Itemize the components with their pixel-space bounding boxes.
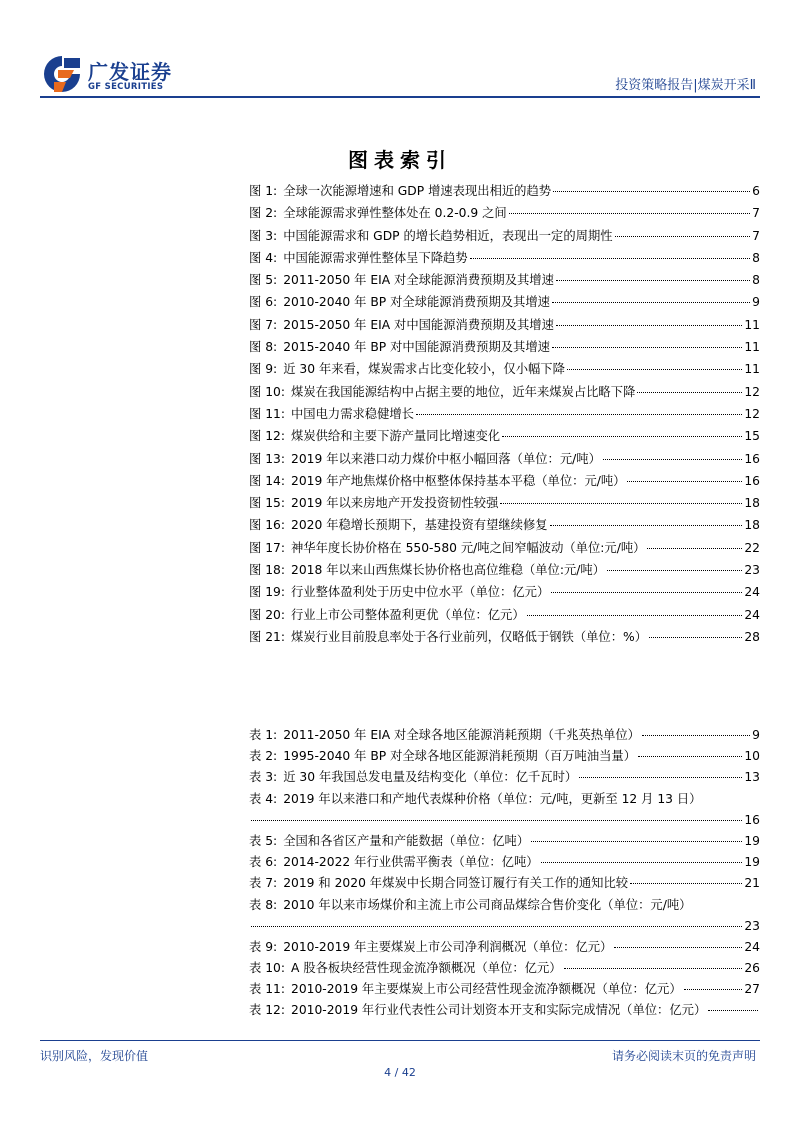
figure-index-entry[interactable] xyxy=(249,581,760,603)
table-index-entry[interactable] xyxy=(249,958,760,979)
dot-leader xyxy=(603,459,742,460)
dot-leader xyxy=(708,1010,758,1011)
dot-leader xyxy=(556,325,742,326)
entry-number: 表 10: xyxy=(249,961,285,976)
entry-title: 全球一次能源增速和 GDP 增速表现出相近的趋势 xyxy=(283,184,552,198)
entry-title: 2010-2019 年主要煤炭上市公司经营性现金流净额概况（单位：亿元） xyxy=(291,982,682,997)
entry-title: 近 30 年我国总发电量及结构变化（单位：亿千瓦时） xyxy=(283,770,578,785)
entry-title: 2010 年以来市场煤价和主流上市公司商品煤综合售价变化（单位：元/吨） xyxy=(283,897,692,912)
dot-leader xyxy=(579,777,742,778)
entry-title: 神华年度长协价格在 550-580 元/吨之间窄幅波动（单位:元/吨） xyxy=(291,540,646,555)
dot-leader xyxy=(615,236,751,237)
figure-index-entry[interactable] xyxy=(249,247,760,269)
table-index-entry[interactable] xyxy=(249,831,760,852)
entry-page-number: 18 xyxy=(744,518,760,533)
entry-title: 2010-2019 年主要煤炭上市公司净利润概况（单位：亿元） xyxy=(283,939,613,954)
entry-page-number: 24 xyxy=(744,607,760,622)
entry-page-number: 15 xyxy=(744,429,760,444)
entry-number: 图 9: xyxy=(249,362,278,377)
entry-page-number: 18 xyxy=(744,496,760,511)
entry-number: 图 3: xyxy=(249,228,278,243)
entry-number: 表 1: xyxy=(249,728,278,742)
logo-chinese-name: 广发证券 xyxy=(88,60,172,84)
entry-number: 图 11: xyxy=(249,406,285,421)
entry-number: 图 19: xyxy=(249,585,285,600)
entry-title: 全球能源需求弹性整体处在 0.2-0.9 之间 xyxy=(283,206,507,221)
page-header xyxy=(0,0,800,100)
figure-index-entry[interactable] xyxy=(249,425,760,447)
entry-number: 图 21: xyxy=(249,629,285,644)
entry-number: 表 5: xyxy=(249,833,278,848)
entry-number: 图 10: xyxy=(249,384,285,399)
entry-title: 2019 年以来港口和产地代表煤种价格（单位：元/吨，更新至 12 月 13 日） xyxy=(283,791,702,806)
entry-page-number: 10 xyxy=(744,749,760,764)
dot-leader xyxy=(607,570,742,571)
entry-title: 2019 和 2020 年煤炭中长期合同签订履行有关工作的通知比较 xyxy=(283,876,629,891)
entry-number: 图 18: xyxy=(249,563,285,578)
page-title: 图表索引 xyxy=(348,148,452,172)
dot-leader xyxy=(527,615,743,616)
report-type-label: 投资策略报告|煤炭开采Ⅱ xyxy=(615,78,756,93)
figure-index-entry[interactable] xyxy=(249,403,760,425)
figure-index-entry[interactable] xyxy=(249,202,760,224)
dot-leader xyxy=(551,592,742,593)
figure-index-list xyxy=(249,180,760,648)
footer-disclaimer-notice: 请务必阅读末页的免责声明 xyxy=(611,1049,756,1063)
entry-page-number: 12 xyxy=(744,384,760,399)
table-index-entry[interactable] xyxy=(249,789,760,831)
entry-title: A 股各板块经营性现金流净额概况（单位：亿元） xyxy=(291,961,562,976)
table-index-list xyxy=(249,725,760,1022)
entry-number: 图 16: xyxy=(249,518,285,533)
figure-index-entry[interactable] xyxy=(249,314,760,336)
entry-title: 2015-2040 年 BP 对中国能源消费预期及其增速 xyxy=(283,340,550,355)
table-index-entry[interactable] xyxy=(249,767,760,788)
dot-leader xyxy=(567,369,742,370)
figure-index-entry[interactable] xyxy=(249,626,760,648)
entry-number: 表 2: xyxy=(249,749,278,764)
entry-page-number: 16 xyxy=(744,451,760,466)
entry-number: 表 7: xyxy=(249,876,278,891)
entry-title: 2014-2022 年行业供需平衡表（单位：亿吨） xyxy=(283,855,539,870)
entry-page-number: 8 xyxy=(752,250,760,265)
entry-title: 2011-2050 年 EIA 对全球能源消费预期及其增速 xyxy=(283,273,554,288)
entry-page-number: 13 xyxy=(744,770,760,785)
dot-leader xyxy=(552,302,750,303)
dot-leader xyxy=(251,926,742,927)
entry-title: 2018 年以来山西焦煤长协价格也高位维稳（单位:元/吨） xyxy=(291,563,606,578)
entry-number: 图 2: xyxy=(249,206,278,221)
dot-leader xyxy=(500,503,742,504)
figure-index-entry[interactable] xyxy=(249,604,760,626)
figure-index-entry[interactable] xyxy=(249,291,760,313)
entry-page-number: 19 xyxy=(744,855,760,870)
dot-leader xyxy=(627,481,742,482)
dot-leader xyxy=(614,947,742,948)
figure-index-entry[interactable] xyxy=(249,448,760,470)
entry-number: 图 7: xyxy=(249,317,278,332)
entry-title: 煤炭在我国能源结构中占据主要的地位，近年来煤炭占比略下降 xyxy=(291,384,636,399)
entry-number: 图 14: xyxy=(249,473,285,488)
entry-page-number: 24 xyxy=(744,585,760,600)
entry-title: 2015-2050 年 EIA 对中国能源消费预期及其增速 xyxy=(283,317,554,332)
entry-title: 中国能源需求和 GDP 的增长趋势相近，表现出一定的周期性 xyxy=(283,228,613,243)
entry-title: 2010-2040 年 BP 对全球能源消费预期及其增速 xyxy=(283,295,550,310)
entry-title: 煤炭行业目前股息率处于各行业前列，仅略低于钢铁（单位：%） xyxy=(291,629,647,644)
footer-divider xyxy=(40,1040,760,1041)
entry-title: 中国电力需求稳健增长 xyxy=(291,406,414,421)
dot-leader xyxy=(509,213,750,214)
entry-page-number: 22 xyxy=(744,540,760,555)
figure-index-entry[interactable] xyxy=(249,492,760,514)
dot-leader xyxy=(416,414,742,415)
table-index-entry[interactable] xyxy=(249,1000,760,1021)
entry-page-number: 11 xyxy=(744,317,760,332)
figure-index-entry[interactable] xyxy=(249,225,760,247)
dot-leader xyxy=(251,820,742,821)
figure-index-entry[interactable] xyxy=(249,381,760,403)
dot-leader xyxy=(684,989,743,990)
figure-index-entry[interactable] xyxy=(249,180,760,202)
entry-title: 2010-2019 年行业代表性公司计划资本开支和实际完成情况（单位：亿元） xyxy=(291,1003,707,1018)
entry-number: 表 3: xyxy=(249,770,278,785)
entry-number: 图 20: xyxy=(249,607,285,622)
entry-page-number: 9 xyxy=(752,295,760,310)
entry-number: 图 5: xyxy=(249,273,278,288)
entry-number: 表 11: xyxy=(249,982,285,997)
entry-page-number: 11 xyxy=(744,362,760,377)
entry-page-number: 9 xyxy=(752,728,760,742)
entry-page-number: 24 xyxy=(744,939,760,954)
entry-number: 图 15: xyxy=(249,496,285,511)
entry-number: 表 9: xyxy=(249,939,278,954)
entry-title: 2020 年稳增长预期下，基建投资有望继续修复 xyxy=(291,518,548,533)
figure-index-entry[interactable] xyxy=(249,358,760,380)
dot-leader xyxy=(642,735,750,736)
page-number: 4 / 42 xyxy=(384,1066,416,1079)
footer-slogan: 识别风险，发现价值 xyxy=(40,1049,149,1063)
figure-index-entry[interactable] xyxy=(249,514,760,536)
entry-title: 2019 年以来房地产开发投资韧性较强 xyxy=(291,496,499,511)
dot-leader xyxy=(470,258,751,259)
table-index-entry[interactable] xyxy=(249,873,760,894)
table-index-entry[interactable] xyxy=(249,725,760,746)
dot-leader xyxy=(531,841,742,842)
entry-page-number: 27 xyxy=(744,982,760,997)
entry-page-number: 21 xyxy=(744,876,760,891)
entry-title: 煤炭供给和主要下游产量同比增速变化 xyxy=(291,429,501,444)
dot-leader xyxy=(502,436,742,437)
entry-page-number: 28 xyxy=(744,629,760,644)
dot-leader xyxy=(564,968,743,969)
entry-title: 2019 年以来港口动力煤价中枢小幅回落（单位：元/吨） xyxy=(291,451,601,466)
dot-leader xyxy=(649,637,742,638)
figure-index-entry[interactable] xyxy=(249,470,760,492)
entry-title: 2019 年产地焦煤价格中枢整体保持基本平稳（单位：元/吨） xyxy=(291,473,626,488)
entry-title: 1995-2040 年 BP 对全球各地区能源消耗预期（百万吨油当量） xyxy=(283,749,637,764)
entry-page-number: 6 xyxy=(752,184,760,198)
entry-page-number: 11 xyxy=(744,340,760,355)
table-index-entry[interactable] xyxy=(249,852,760,873)
table-index-entry[interactable] xyxy=(249,979,760,1000)
entry-title: 2011-2050 年 EIA 对全球各地区能源消耗预期（千兆英热单位） xyxy=(283,728,640,742)
entry-number: 图 4: xyxy=(249,250,278,265)
entry-number: 图 17: xyxy=(249,540,285,555)
table-index-entry[interactable] xyxy=(249,746,760,767)
dot-leader xyxy=(541,862,743,863)
table-index-entry[interactable] xyxy=(249,937,760,958)
gf-logo-icon xyxy=(40,52,84,96)
header-divider xyxy=(40,96,760,98)
entry-title: 全国和各省区产量和产能数据（单位：亿吨） xyxy=(283,833,530,848)
dot-leader xyxy=(637,392,742,393)
entry-number: 图 6: xyxy=(249,295,278,310)
entry-page-number: 8 xyxy=(752,273,760,288)
figure-index-entry[interactable] xyxy=(249,559,760,581)
entry-title: 行业整体盈利处于历史中位水平（单位：亿元） xyxy=(291,585,550,600)
entry-number: 图 12: xyxy=(249,429,285,444)
dot-leader xyxy=(638,756,742,757)
entry-number: 图 13: xyxy=(249,451,285,466)
dot-leader xyxy=(630,883,742,884)
logo-english-name: GF SECURITIES xyxy=(88,82,164,92)
entry-number: 图 8: xyxy=(249,340,278,355)
entry-page-number: 23 xyxy=(744,918,760,933)
entry-number: 表 8: xyxy=(249,897,278,912)
entry-page-number: 19 xyxy=(744,833,760,848)
entry-number: 表 4: xyxy=(249,791,278,806)
gf-securities-logo xyxy=(40,52,180,98)
dot-leader xyxy=(553,191,750,192)
entry-page-number: 7 xyxy=(752,206,760,221)
entry-page-number: 7 xyxy=(752,228,760,243)
dot-leader xyxy=(550,525,743,526)
entry-page-number: 16 xyxy=(744,473,760,488)
figure-index-entry[interactable] xyxy=(249,336,760,358)
figure-index-entry[interactable] xyxy=(249,269,760,291)
entry-title: 近 30 年来看，煤炭需求占比变化较小，仅小幅下降 xyxy=(283,362,565,377)
entry-page-number: 26 xyxy=(744,961,760,976)
entry-page-number: 23 xyxy=(744,563,760,578)
entry-title: 中国能源需求弹性整体呈下降趋势 xyxy=(283,250,468,265)
dot-leader xyxy=(552,347,742,348)
dot-leader xyxy=(647,548,742,549)
figure-index-entry[interactable] xyxy=(249,537,760,559)
entry-number: 表 6: xyxy=(249,855,278,870)
table-index-entry[interactable] xyxy=(249,895,760,937)
entry-number: 图 1: xyxy=(249,184,278,198)
entry-number: 表 12: xyxy=(249,1003,285,1018)
entry-page-number: 16 xyxy=(744,812,760,827)
dot-leader xyxy=(556,280,750,281)
entry-title: 行业上市公司整体盈利更优（单位：亿元） xyxy=(291,607,525,622)
entry-page-number: 12 xyxy=(744,406,760,421)
